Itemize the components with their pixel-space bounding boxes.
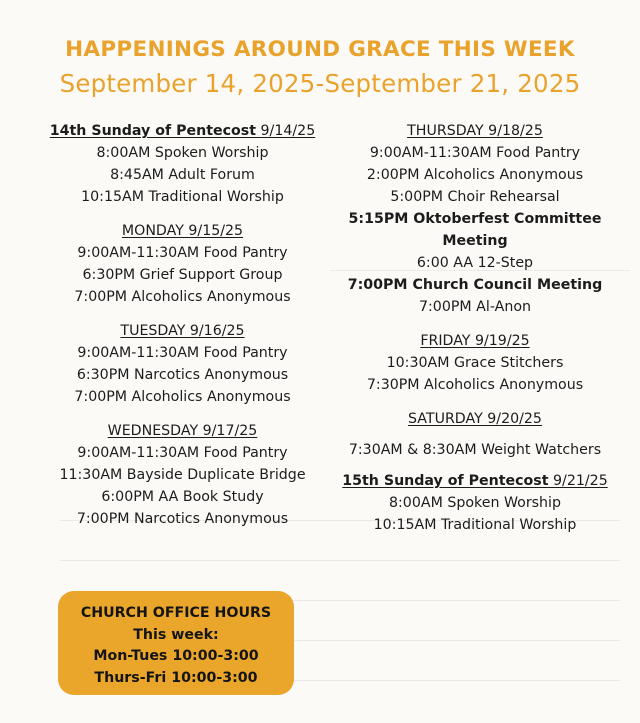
next-sunday-date: 9/21/25: [548, 473, 608, 489]
office-hours-box: [58, 591, 294, 695]
schedule-left-column: [30, 121, 335, 530]
event-item: 9:00AM-11:30AM Food Pantry: [369, 145, 581, 161]
date-range: September 14, 2025-September 21, 2025: [59, 69, 581, 98]
event-item-bold: 7:00PM Church Council Meeting: [347, 277, 603, 293]
event-item: 7:00PM Alcoholics Anonymous: [74, 389, 291, 405]
day-saturday: [320, 409, 630, 461]
day-tuesday: [30, 321, 335, 408]
event-item: 6:00PM AA Book Study: [101, 489, 264, 505]
day-thursday: [320, 121, 630, 318]
event-item: 9:00AM-11:30AM Food Pantry: [77, 345, 288, 361]
page-title: HAPPENINGS AROUND GRACE THIS WEEK: [65, 37, 575, 62]
office-hours-line-1: Mon-Tues 10:00-3:00: [93, 648, 259, 664]
office-hours-title: CHURCH OFFICE HOURS: [80, 605, 272, 621]
office-hours-line-2: Thurs-Fri 10:00-3:00: [94, 669, 258, 686]
event-item: 10:15AM Traditional Worship: [373, 517, 577, 533]
day-sunday: [30, 121, 335, 208]
event-item: 5:00PM Choir Rehearsal: [390, 189, 560, 205]
day-wednesday: [30, 421, 335, 530]
event-item: 11:30AM Bayside Duplicate Bridge: [59, 467, 306, 483]
day-title-sunday: [30, 121, 335, 142]
day-friday: [320, 331, 630, 396]
sunday-title-bold: 14th Sunday of Pentecost: [49, 123, 257, 139]
event-item: 8:00AM Spoken Worship: [96, 145, 269, 161]
event-item: 7:30PM Alcoholics Anonymous: [366, 377, 584, 393]
day-title-thursday: THURSDAY 9/18/25: [407, 123, 543, 139]
event-item: 7:00PM Alcoholics Anonymous: [74, 289, 291, 305]
event-item: 9:00AM-11:30AM Food Pantry: [77, 445, 288, 461]
event-item: 6:30PM Grief Support Group: [82, 267, 283, 283]
event-item: 10:30AM Grace Stitchers: [386, 355, 564, 371]
day-title-tuesday: TUESDAY 9/16/25: [120, 323, 245, 339]
next-sunday-title-bold: 15th Sunday of Pentecost: [342, 473, 549, 489]
event-item: 2:00PM Alcoholics Anonymous: [366, 167, 584, 183]
event-item: 6:00 AA 12-Step: [416, 255, 534, 271]
event-item: 6:30PM Narcotics Anonymous: [76, 367, 289, 383]
sunday-date: 9/14/25: [256, 123, 316, 139]
day-next-sunday: [320, 471, 630, 536]
day-monday: [30, 221, 335, 308]
event-item-bold: 5:15PM Oktoberfest Committee: [348, 211, 602, 227]
day-title-next-sunday: [320, 471, 630, 492]
day-title-saturday: SATURDAY 9/20/25: [408, 411, 542, 427]
event-item: 7:00PM Al-Anon: [419, 299, 531, 315]
event-item: 7:00PM Narcotics Anonymous: [76, 511, 289, 527]
event-item: 9:00AM-11:30AM Food Pantry: [77, 245, 288, 261]
event-item: 8:00AM Spoken Worship: [389, 495, 561, 511]
schedule-right-column: [320, 121, 630, 536]
event-item-bold: Meeting: [442, 233, 508, 249]
office-hours-subtitle: This week:: [133, 626, 219, 643]
day-title-monday: MONDAY 9/15/25: [121, 223, 244, 239]
day-title-friday: FRIDAY 9/19/25: [420, 333, 530, 349]
event-item: 8:45AM Adult Forum: [110, 167, 255, 183]
event-item: 7:30AM & 8:30AM Weight Watchers: [348, 442, 602, 458]
event-item: 10:15AM Traditional Worship: [81, 189, 284, 205]
day-title-wednesday: WEDNESDAY 9/17/25: [107, 423, 258, 439]
